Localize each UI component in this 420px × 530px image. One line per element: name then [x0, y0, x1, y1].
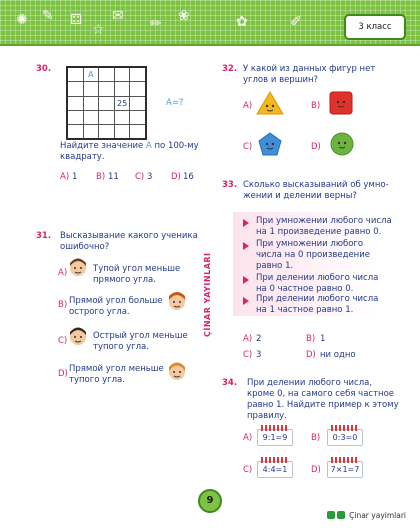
question-number: 33.	[222, 180, 238, 190]
highlight-letter: A	[145, 141, 152, 151]
question-text-line: правилу.	[247, 411, 287, 421]
facebook-icon	[327, 511, 335, 519]
statement-line: числа на 0 произведение	[256, 250, 370, 260]
statement-line: равно 1.	[256, 261, 294, 271]
spiral-binding	[261, 425, 289, 431]
option-letter: B)	[58, 300, 68, 310]
option-letter: C)	[135, 172, 145, 182]
statement-line: на 0 частное равно 0.	[256, 284, 354, 294]
question-text	[60, 141, 199, 152]
equation-card	[257, 461, 293, 478]
equation-text: 4:4=1	[262, 465, 288, 474]
grade-badge: 3 класс	[344, 14, 406, 40]
equation-text: 9:1=9	[262, 433, 288, 442]
ruler-icon: ✐	[290, 14, 302, 30]
option-value: 3	[147, 172, 153, 182]
pencil-icon: ✏	[150, 16, 162, 32]
option-text-line: тупого угла.	[93, 342, 149, 352]
student-avatar-icon	[68, 326, 88, 348]
student-avatar-icon	[166, 360, 188, 382]
option-value: 11	[108, 172, 119, 182]
statement-line: При умножении любого числа	[256, 216, 392, 226]
option-letter: C)	[243, 350, 253, 360]
page-number: 9	[198, 489, 222, 513]
sun-icon: ✺	[16, 12, 28, 28]
question-text-line: равно 1. Найдите пример к этому	[247, 400, 399, 410]
option-letter: B)	[311, 101, 321, 111]
option-letter: C)	[243, 142, 253, 152]
bee-icon: ❀	[178, 8, 190, 24]
grid-cell-a: A	[83, 67, 99, 82]
option-value: ни одно	[320, 350, 356, 360]
instagram-icon	[337, 511, 345, 519]
equation-card	[327, 461, 363, 478]
option-value: 1	[320, 334, 326, 344]
circle-shape	[329, 131, 355, 157]
option-letter: A)	[58, 268, 68, 278]
option-text-line: Прямой угол меньше	[69, 364, 164, 374]
star-icon: ☆	[92, 22, 105, 38]
apple-icon: ✿	[236, 14, 248, 30]
option-letter: D)	[171, 172, 181, 182]
option-text-line: тупого угла.	[69, 375, 125, 385]
spiral-binding	[261, 457, 289, 463]
spiral-binding	[331, 457, 359, 463]
grid-equation: A=?	[166, 98, 184, 108]
option-value: 2	[256, 334, 262, 344]
question-text-line: Сколько высказываний об умно-	[243, 180, 389, 190]
side-brand: ÇİNAR YAYINLARI	[203, 252, 212, 338]
dice-icon: ⚃	[70, 12, 83, 28]
option-text-line: прямого угла.	[93, 275, 156, 285]
footer-brand	[327, 511, 406, 520]
option-letter: A)	[243, 334, 253, 344]
option-text-line: Острый угол меньше	[93, 331, 188, 341]
question-text-line: Высказывание какого ученика	[60, 231, 198, 241]
option-letter: C)	[243, 465, 253, 475]
question-number: 32.	[222, 64, 238, 74]
option-letter: B)	[311, 433, 321, 443]
footer-brand-text: Çinar yayimlari	[349, 511, 406, 520]
student-avatar-icon	[68, 258, 88, 280]
option-letter: C)	[58, 336, 68, 346]
option-letter: D)	[311, 465, 321, 475]
student-avatar-icon	[166, 290, 188, 312]
equation-text: 0:3=0	[332, 433, 358, 442]
equation-card	[257, 429, 293, 446]
option-value: 1	[72, 172, 78, 182]
option-letter: B)	[306, 334, 316, 344]
question-text-part: Найдите значение	[60, 141, 146, 151]
option-text-line: Прямой угол больше	[69, 296, 163, 306]
question-text-line: У какой из данных фигур нет	[243, 64, 376, 74]
question-text-line: жении и делении верны?	[243, 191, 357, 201]
option-text-line: Тупой угол меньше	[93, 264, 181, 274]
pentagon-shape	[257, 131, 283, 157]
question-text-line: кроме 0, на самого себя частное	[247, 389, 395, 399]
question-number: 30.	[36, 64, 52, 74]
option-letter: B)	[96, 172, 106, 182]
statement-bullet-icon	[243, 297, 249, 305]
question-text-part: по 100-му	[151, 141, 199, 151]
statement-line: При делении любого числа	[256, 294, 379, 304]
square-shape	[329, 91, 353, 115]
grid-cell-value: 25	[114, 96, 130, 110]
question-text-line: ошибочно?	[60, 242, 110, 252]
book-icon: ✉	[112, 8, 124, 24]
option-letter: A)	[60, 172, 70, 182]
statement-bullet-icon	[243, 219, 249, 227]
option-letter: D)	[311, 142, 321, 152]
statement-line: При делении любого числа	[256, 273, 379, 283]
question-number: 34.	[222, 378, 238, 388]
question-text-line: При делении любого числа,	[247, 378, 373, 388]
question-text-line: квадрату.	[60, 152, 105, 162]
option-letter: A)	[243, 101, 253, 111]
statement-line: на 1 частное равно 1.	[256, 305, 354, 315]
option-text-line: острого угла.	[69, 307, 130, 317]
page-header	[0, 0, 420, 46]
number-grid	[66, 66, 147, 140]
ruler-icon: ✎	[42, 8, 54, 24]
question-number: 31.	[36, 231, 52, 241]
option-value: 16	[183, 172, 194, 182]
equation-text: 7×1=7	[330, 465, 360, 474]
option-letter: A)	[243, 433, 253, 443]
statement-bullet-icon	[243, 276, 249, 284]
statement-line: на 1 произведение равно 0.	[256, 227, 382, 237]
equation-card	[327, 429, 363, 446]
statement-line: При умножении любого	[256, 239, 364, 249]
statement-bullet-icon	[243, 242, 249, 250]
option-letter: D)	[306, 350, 316, 360]
triangle-shape	[255, 90, 285, 116]
spiral-binding	[331, 425, 359, 431]
option-value: 3	[256, 350, 262, 360]
question-text-line: углов и вершин?	[243, 75, 319, 85]
option-letter: D)	[58, 369, 68, 379]
